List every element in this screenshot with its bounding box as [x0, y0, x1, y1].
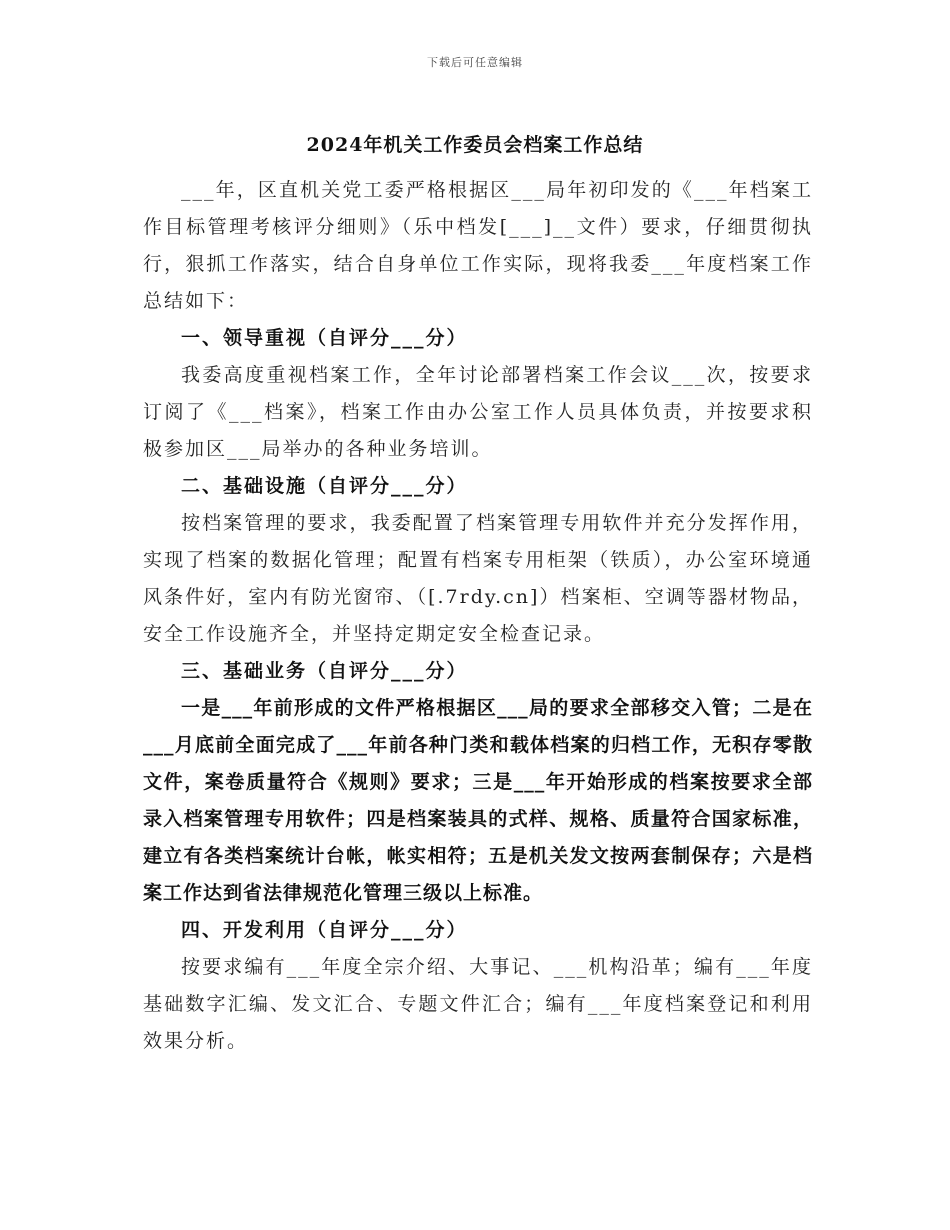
section-heading-basic-business: 三、基础业务（自评分___分） [181, 660, 468, 682]
section-body-development: 按要求编有___年度全宗介绍、大事记、___机构沿革；编有___年度基础数字汇编、发文汇合、专题文件汇合；编有___年度档案登记和利用效果分析。 [143, 956, 813, 1052]
intro-paragraph: ___年，区直机关党工委严格根据区___局年初印发的《___年档案工作目标管理考核评分细则》（乐中档发[___]__文件）要求，仔细贯彻执行，狠抓工作落实，结合自身单位工作实际，现将我委___年度档案工作总结如下： [143, 179, 813, 312]
document-body [143, 172, 813, 1060]
section-heading-leadership: 一、领导重视（自评分___分） [181, 327, 468, 349]
section-body-infrastructure: 按档案管理的要求，我委配置了档案管理专用软件并充分发挥作用，实现了档案的数据化管理；配置有档案专用柜架（铁质），办公室环境通风条件好，室内有防光窗帘、（[.7rdy.cn]）档案柜、空调等器材物品，安全工作设施齐全，并坚持定期定安全检查记录。 [143, 512, 813, 645]
page-header-note: 下载后可任意编辑 [427, 56, 523, 69]
section-body-basic-business: 一是___年前形成的文件严格根据区___局的要求全部移交入管；二是在___月底前全面完成了___年前各种门类和载体档案的归档工作，无积存零散文件，案卷质量符合《规则》要求；三是___年开始形成的档案按要求全部录入档案管理专用软件；四是档案装具的式样、规格、质量符合国家标准，建立有各类档案统计台帐，帐实相符；五是机关发文按两套制保存；六是档案工作达到省法律规范化管理三级以上标准。 [143, 697, 813, 904]
section-body-leadership: 我委高度重视档案工作，全年讨论部署档案工作会议___次，按要求订阅了《___档案》，档案工作由办公室工作人员具体负责，并按要求积极参加区___局举办的各种业务培训。 [143, 364, 813, 460]
section-heading-infrastructure: 二、基础设施（自评分___分） [181, 475, 468, 497]
document-title: 2024年机关工作委员会档案工作总结 [306, 134, 644, 156]
section-heading-development: 四、开发利用（自评分___分） [181, 919, 468, 941]
